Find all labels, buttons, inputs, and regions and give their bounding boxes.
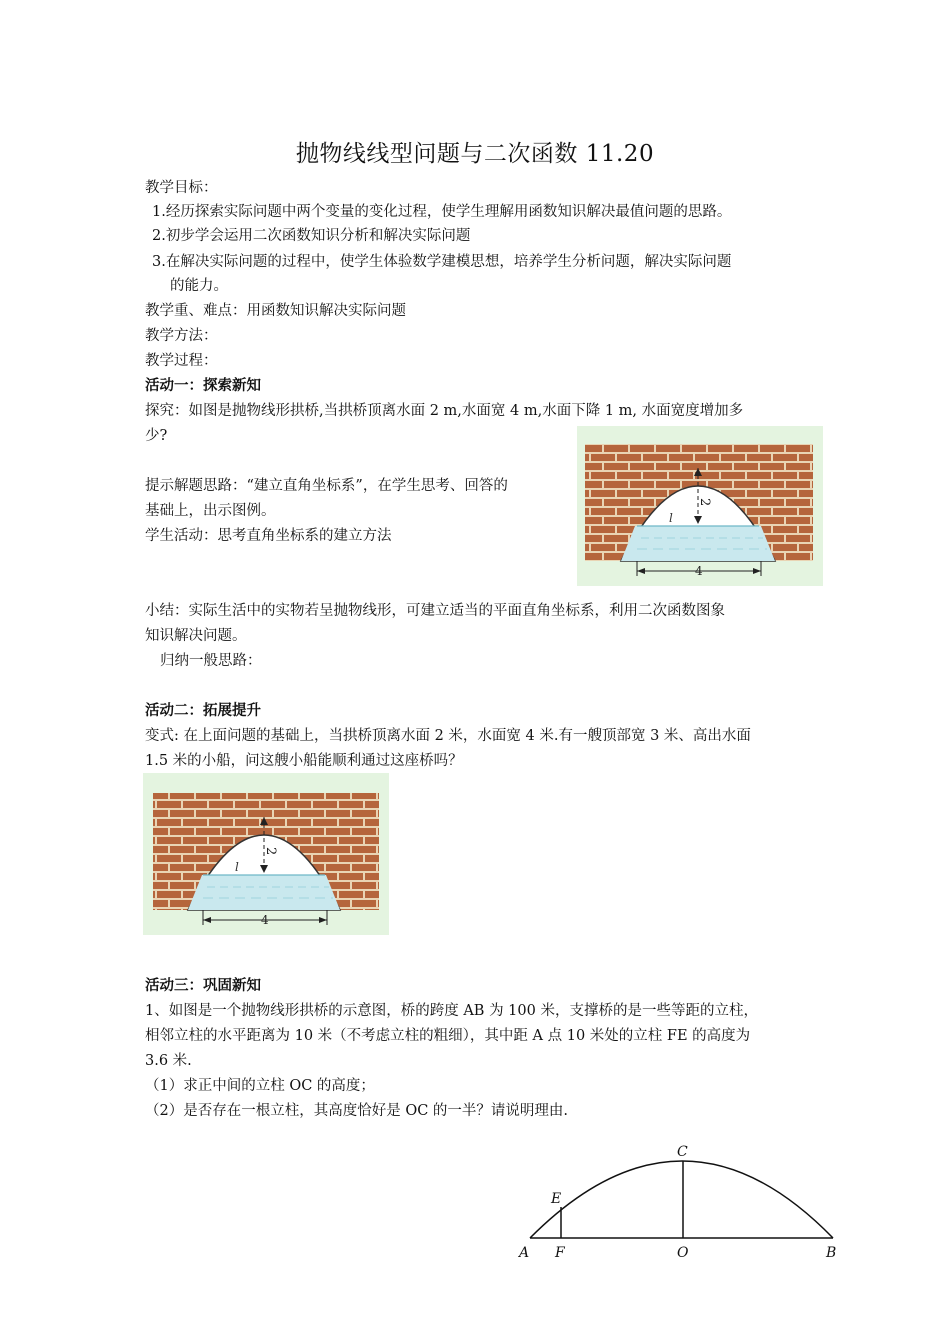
water xyxy=(621,526,775,561)
width-label: 4 xyxy=(261,913,269,927)
activity1-summary-line2: 知识解决问题。 xyxy=(145,628,247,644)
activity1-general-approach: 归纳一般思路： xyxy=(160,653,262,669)
activity1-student-activity: 学生活动：思考直角坐标系的建立方法 xyxy=(145,528,392,544)
teaching-process: 教学过程： xyxy=(145,353,218,369)
page-title: 抛物线线型问题与二次函数 11.20 xyxy=(295,141,655,167)
activity3-line1: 1、如图是一个抛物线形拱桥的示意图，桥的跨度 AB 为 100 米，支撑桥的是一些等距的立柱， xyxy=(145,1003,758,1019)
activity3-line2: 相邻立柱的水平距离为 10 米（不考虑立柱的粗细），其中距 A 点 10 米处的立柱 FE 的高度为 xyxy=(145,1028,751,1044)
objective-2: 2.初步学会运用二次函数知识分析和解决实际问题 xyxy=(152,228,471,244)
label-o: O xyxy=(677,1245,689,1261)
activity1-heading: 活动一：探索新知 xyxy=(145,377,261,394)
label-a: A xyxy=(519,1245,530,1261)
activity3-line3: 3.6 米. xyxy=(145,1053,192,1069)
label-c: C xyxy=(677,1144,688,1160)
activity2-heading: 活动二：拓展提升 xyxy=(145,702,261,719)
activity2-line2: 1.5 米的小船，问这艘小船能顺利通过这座桥吗？ xyxy=(145,753,463,769)
water-label: l xyxy=(235,860,239,874)
activity3-question1: （1）求正中间的立柱 OC 的高度； xyxy=(145,1078,375,1094)
water-label: l xyxy=(669,511,673,525)
height-label: 2 xyxy=(697,498,712,507)
label-b: B xyxy=(826,1245,837,1261)
water xyxy=(188,875,340,910)
bridge-figure-2 xyxy=(143,773,389,935)
activity1-hint-line1: 提示解题思路：“建立直角坐标系”，在学生思考、回答的 xyxy=(145,478,508,494)
objectives-heading: 教学目标： xyxy=(145,180,218,196)
parabola-arch xyxy=(530,1161,833,1238)
teaching-method: 教学方法： xyxy=(145,328,218,344)
width-label: 4 xyxy=(695,564,703,578)
activity1-hint-line2: 基础上，出示图例。 xyxy=(145,503,276,519)
key-points: 教学重、难点：用函数知识解决实际问题 xyxy=(145,303,406,319)
activity1-explore-line1: 探究：如图是抛物线形拱桥,当拱桥顶离水面 2 m,水面宽 4 m,水面下降 1 m, 水面宽度增加多 xyxy=(145,403,744,419)
label-f: F xyxy=(555,1245,565,1261)
activity3-question2: （2）是否存在一根立柱，其高度恰好是 OC 的一半？请说明理由. xyxy=(145,1103,569,1119)
activity1-summary-line1: 小结：实际生活中的实物若呈抛物线形，可建立适当的平面直角坐标系，利用二次函数图象 xyxy=(145,603,725,619)
label-e: E xyxy=(551,1191,562,1207)
height-label: 2 xyxy=(263,847,278,856)
objective-3-continued: 的能力。 xyxy=(170,278,228,294)
arch-bridge-diagram xyxy=(515,1135,845,1265)
objective-3: 3.在解决实际问题的过程中，使学生体验数学建模思想，培养学生分析问题，解决实际问题 xyxy=(152,254,732,270)
activity2-line1: 变式: 在上面问题的基础上，当拱桥顶离水面 2 米，水面宽 4 米.有一艘顶部宽 3 米、高出水面 xyxy=(145,728,751,744)
bridge-figure-1 xyxy=(577,426,823,586)
activity3-heading: 活动三：巩固新知 xyxy=(145,977,261,994)
activity1-explore-line2: 少? xyxy=(145,428,168,444)
objective-1: 1.经历探索实际问题中两个变量的变化过程，使学生理解用函数知识解决最值问题的思路。 xyxy=(152,204,732,220)
